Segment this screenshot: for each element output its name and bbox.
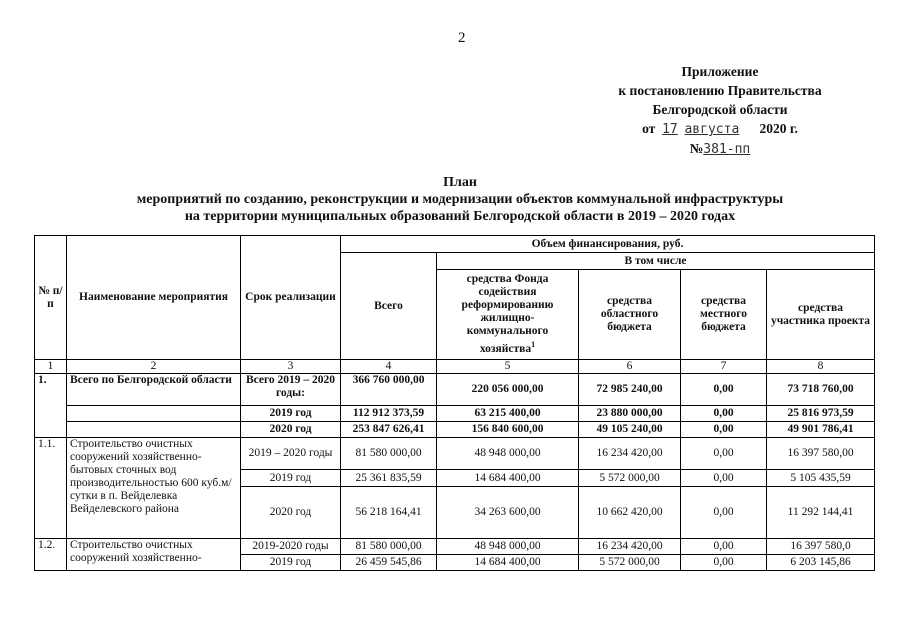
cell-fund: 156 840 600,00 bbox=[437, 422, 579, 438]
cell-regional: 5 572 000,00 bbox=[579, 470, 681, 487]
cell-total: 56 218 164,41 bbox=[341, 487, 437, 539]
cell-regional: 16 234 420,00 bbox=[579, 539, 681, 555]
cell-total: 26 459 545,86 bbox=[341, 555, 437, 571]
date-year: 2020 г. bbox=[759, 121, 798, 136]
cell-participant: 6 203 145,86 bbox=[767, 555, 875, 571]
row-number: 1.1. bbox=[35, 438, 67, 539]
cell-participant: 16 397 580,00 bbox=[767, 438, 875, 470]
header-term: Срок реализации bbox=[241, 236, 341, 360]
number-value: 381-пп bbox=[703, 142, 751, 157]
row-term: 2020 год bbox=[241, 487, 341, 539]
title-plan: План bbox=[443, 175, 477, 190]
header-fund-text: средства Фонда содействия реформированию жилищно-коммунального хозяйства bbox=[461, 273, 554, 355]
col-index-7: 7 bbox=[681, 360, 767, 374]
cell-participant: 16 397 580,0 bbox=[767, 539, 875, 555]
cell-fund: 14 684 400,00 bbox=[437, 555, 579, 571]
header-regional: средства областного бюджета bbox=[579, 270, 681, 360]
row-name-empty bbox=[67, 406, 241, 422]
header-fund bbox=[437, 270, 579, 360]
cell-local: 0,00 bbox=[681, 470, 767, 487]
cell-fund: 48 948 000,00 bbox=[437, 438, 579, 470]
table-row bbox=[35, 374, 875, 406]
row-term: 2019 год bbox=[241, 555, 341, 571]
row-name-empty bbox=[67, 422, 241, 438]
col-index-3: 3 bbox=[241, 360, 341, 374]
appendix-date bbox=[570, 119, 870, 139]
row-term: 2019 год bbox=[241, 470, 341, 487]
number-prefix: № bbox=[689, 141, 704, 156]
row-name: Строительство очистных сооружений хозяйственно- bbox=[67, 539, 241, 571]
table-row bbox=[35, 539, 875, 555]
cell-local: 0,00 bbox=[681, 555, 767, 571]
table-row bbox=[35, 422, 875, 438]
col-index-2: 2 bbox=[67, 360, 241, 374]
cell-regional: 10 662 420,00 bbox=[579, 487, 681, 539]
cell-total: 366 760 000,00 bbox=[341, 374, 437, 406]
date-prefix: от bbox=[642, 121, 656, 136]
col-index-1: 1 bbox=[35, 360, 67, 374]
cell-total: 81 580 000,00 bbox=[341, 438, 437, 470]
cell-regional: 16 234 420,00 bbox=[579, 438, 681, 470]
cell-fund: 48 948 000,00 bbox=[437, 539, 579, 555]
cell-participant: 5 105 435,59 bbox=[767, 470, 875, 487]
row-name: Строительство очистных сооружений хозяйственно-бытовых сточных вод производительностью 600 куб.м/сутки в п. Вейделевка Вейделевского района bbox=[67, 438, 241, 539]
cell-regional: 49 105 240,00 bbox=[579, 422, 681, 438]
cell-participant: 11 292 144,41 bbox=[767, 487, 875, 539]
appendix-region: Белгородской области bbox=[652, 102, 788, 117]
header-local: средства местного бюджета bbox=[681, 270, 767, 360]
cell-fund: 34 263 600,00 bbox=[437, 487, 579, 539]
header-num: № п/п bbox=[35, 236, 67, 360]
cell-fund: 220 056 000,00 bbox=[437, 374, 579, 406]
row-term: 2019 год bbox=[241, 406, 341, 422]
table-row bbox=[35, 406, 875, 422]
cell-local: 0,00 bbox=[681, 374, 767, 406]
row-term: 2019-2020 годы bbox=[241, 539, 341, 555]
col-index-5: 5 bbox=[437, 360, 579, 374]
column-index-row bbox=[35, 360, 875, 374]
plan-table bbox=[34, 235, 875, 571]
row-number: 1.2. bbox=[35, 539, 67, 571]
col-index-6: 6 bbox=[579, 360, 681, 374]
header-name: Наименование мероприятия bbox=[67, 236, 241, 360]
appendix-decree: к постановлению Правительства bbox=[618, 83, 822, 98]
appendix-title: Приложение bbox=[681, 64, 759, 79]
appendix-number bbox=[570, 139, 870, 159]
cell-regional: 23 880 000,00 bbox=[579, 406, 681, 422]
row-term: 2020 год bbox=[241, 422, 341, 438]
row-number: 1. bbox=[35, 374, 67, 438]
header-funding: Объем финансирования, руб. bbox=[341, 236, 875, 253]
document-title bbox=[90, 174, 830, 225]
cell-fund: 63 215 400,00 bbox=[437, 406, 579, 422]
cell-total: 253 847 626,41 bbox=[341, 422, 437, 438]
title-subject: мероприятий по созданию, реконструкции и модернизации объектов коммунальной инфраструктуры bbox=[136, 192, 784, 207]
cell-regional: 5 572 000,00 bbox=[579, 555, 681, 571]
cell-participant: 73 718 760,00 bbox=[767, 374, 875, 406]
title-territory: на территории муниципальных образований Белгородской области в 2019 – 2020 годах bbox=[184, 209, 736, 224]
row-term: Всего 2019 – 2020 годы: bbox=[241, 374, 341, 406]
cell-total: 112 912 373,59 bbox=[341, 406, 437, 422]
date-day: 17 bbox=[662, 122, 678, 137]
cell-participant: 49 901 786,41 bbox=[767, 422, 875, 438]
header-including: В том числе bbox=[437, 253, 875, 270]
cell-participant: 25 816 973,59 bbox=[767, 406, 875, 422]
header-total: Всего bbox=[341, 253, 437, 360]
col-index-4: 4 bbox=[341, 360, 437, 374]
page-number: 2 bbox=[458, 30, 466, 46]
col-index-8: 8 bbox=[767, 360, 875, 374]
cell-local: 0,00 bbox=[681, 539, 767, 555]
appendix-header bbox=[570, 62, 870, 159]
cell-local: 0,00 bbox=[681, 406, 767, 422]
cell-total: 25 361 835,59 bbox=[341, 470, 437, 487]
table-row bbox=[35, 438, 875, 470]
cell-local: 0,00 bbox=[681, 487, 767, 539]
cell-total: 81 580 000,00 bbox=[341, 539, 437, 555]
header-participant: средства участника проекта bbox=[767, 270, 875, 360]
cell-fund: 14 684 400,00 bbox=[437, 470, 579, 487]
cell-local: 0,00 bbox=[681, 438, 767, 470]
footnote-mark: 1 bbox=[531, 340, 536, 350]
row-term: 2019 – 2020 годы bbox=[241, 438, 341, 470]
cell-regional: 72 985 240,00 bbox=[579, 374, 681, 406]
date-month: августа bbox=[684, 122, 740, 137]
row-name: Всего по Белгородской области bbox=[67, 374, 241, 406]
cell-local: 0,00 bbox=[681, 422, 767, 438]
